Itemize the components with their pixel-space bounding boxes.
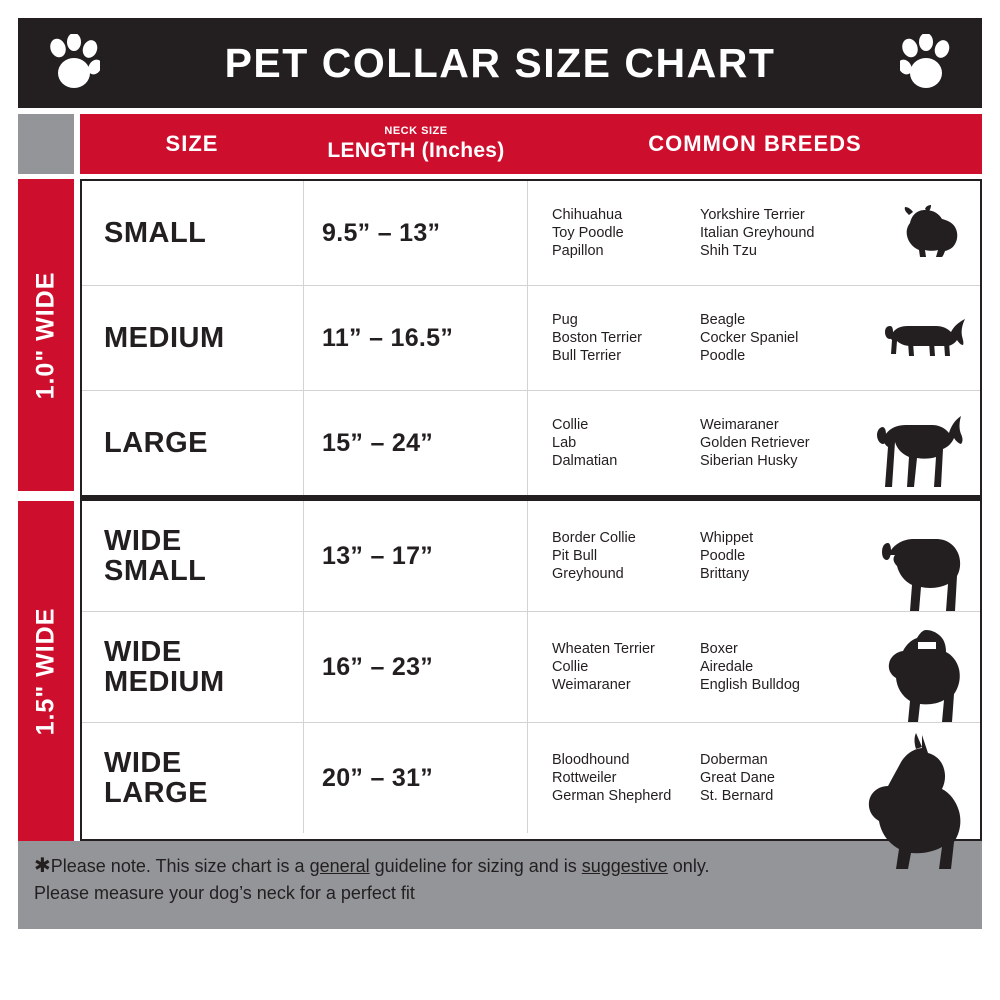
row-size-wide-small bbox=[82, 501, 304, 611]
paw-print-icon bbox=[48, 34, 100, 92]
paw-print-icon bbox=[900, 34, 952, 92]
footer-line-1 bbox=[34, 853, 966, 880]
row-size-medium: MEDIUM bbox=[82, 286, 304, 390]
breed-item: Boxer bbox=[700, 641, 738, 657]
table-row bbox=[82, 501, 980, 612]
breed-item: Bull Terrier bbox=[552, 348, 622, 364]
breed-item: English Bulldog bbox=[700, 677, 800, 693]
breed-item: Wheaten Terrier bbox=[552, 641, 655, 657]
breed-item: Collie bbox=[552, 659, 589, 675]
breed-item: Border Collie bbox=[552, 530, 636, 546]
breed-item: Italian Greyhound bbox=[700, 225, 815, 241]
row-size-wide-medium bbox=[82, 612, 304, 722]
great-dane-silhouette bbox=[838, 733, 978, 871]
breed-item: Poodle bbox=[700, 348, 746, 364]
breed-column-2 bbox=[700, 529, 753, 583]
row-size-small: SMALL bbox=[82, 181, 304, 285]
row-length-wide-medium: 16” – 23” bbox=[304, 612, 528, 722]
beagle-silhouette bbox=[884, 312, 970, 374]
breed-item: German Shepherd bbox=[552, 788, 672, 804]
row-breeds-wide-small bbox=[528, 501, 980, 611]
retriever-silhouette bbox=[874, 407, 974, 491]
chart-frame bbox=[18, 18, 982, 982]
row-breeds-small bbox=[528, 181, 980, 285]
breed-item: Siberian Husky bbox=[700, 453, 798, 469]
width-group-1-0-wide bbox=[18, 179, 74, 491]
breed-item: Bloodhound bbox=[552, 752, 630, 768]
pomeranian-silhouette bbox=[892, 205, 964, 267]
boxer-silhouette bbox=[874, 626, 970, 722]
breed-item: Weimaraner bbox=[700, 417, 779, 433]
breed-column-1 bbox=[552, 416, 700, 470]
row-length-large: 15” – 24” bbox=[304, 391, 528, 495]
breed-item: Lab bbox=[552, 435, 577, 451]
row-breeds-medium bbox=[528, 286, 980, 390]
table-body bbox=[18, 179, 982, 841]
table-row bbox=[82, 286, 980, 391]
breed-item: Pit Bull bbox=[552, 548, 598, 564]
breed-column-1 bbox=[552, 206, 700, 260]
corner-spacer bbox=[18, 114, 74, 174]
chart-header bbox=[18, 18, 982, 108]
table-row bbox=[82, 723, 980, 833]
breed-item: Pug bbox=[552, 312, 578, 328]
breed-item: Collie bbox=[552, 417, 589, 433]
row-length-wide-large: 20” – 31” bbox=[304, 723, 528, 833]
row-length-wide-small: 13” – 17” bbox=[304, 501, 528, 611]
footer-emphasis-general: general bbox=[309, 856, 370, 876]
breed-item: Rottweiler bbox=[552, 770, 617, 786]
breed-item: Chihuahua bbox=[552, 207, 623, 223]
row-size-large: LARGE bbox=[82, 391, 304, 495]
breed-item: Brittany bbox=[700, 566, 750, 582]
width-group-column bbox=[18, 179, 74, 841]
row-length-small: 9.5” – 13” bbox=[304, 181, 528, 285]
column-header-neck-size: NECK SIZE bbox=[384, 124, 448, 137]
breed-item: Boston Terrier bbox=[552, 330, 642, 346]
footer-text-e: only. bbox=[667, 856, 710, 876]
row-length-medium: 11” – 16.5” bbox=[304, 286, 528, 390]
breed-column-2 bbox=[700, 751, 775, 805]
width-group-1-5-label: 1.5" WIDE bbox=[31, 607, 60, 735]
breed-item: Shih Tzu bbox=[700, 243, 757, 259]
breed-column-1 bbox=[552, 640, 700, 694]
row-size-line2: SMALL bbox=[104, 555, 207, 587]
row-size-line2: LARGE bbox=[104, 777, 208, 809]
row-size-line1: WIDE bbox=[104, 635, 182, 668]
table-column-headers bbox=[18, 114, 982, 174]
footer-text-c: guideline for sizing and is bbox=[369, 856, 582, 876]
asterisk-icon: ✱ bbox=[34, 855, 51, 877]
breed-column-2 bbox=[700, 640, 800, 694]
table-row bbox=[82, 391, 980, 501]
width-group-1-5-wide bbox=[18, 501, 74, 841]
row-size-line2: MEDIUM bbox=[104, 666, 225, 698]
bulldog-silhouette bbox=[874, 529, 966, 611]
breed-item: Toy Poodle bbox=[552, 225, 624, 241]
breed-item: Whippet bbox=[700, 530, 754, 546]
footer-text-a: Please note. This size chart is a bbox=[50, 856, 310, 876]
breed-item: Great Dane bbox=[700, 770, 775, 786]
size-rows bbox=[80, 179, 982, 841]
row-breeds-wide-medium bbox=[528, 612, 980, 722]
table-row bbox=[82, 612, 980, 723]
row-size-line1: WIDE bbox=[104, 524, 182, 557]
breed-item: Poodle bbox=[700, 548, 746, 564]
breed-column-2 bbox=[700, 311, 798, 365]
footer-emphasis-suggestive: suggestive bbox=[581, 856, 668, 876]
group-divider bbox=[18, 491, 74, 501]
row-breeds-wide-large bbox=[528, 723, 980, 833]
row-breeds-large bbox=[528, 391, 980, 495]
breed-item: Golden Retriever bbox=[700, 435, 810, 451]
breed-column-1 bbox=[552, 311, 700, 365]
row-size-wide-large bbox=[82, 723, 304, 833]
breed-column-2 bbox=[700, 206, 814, 260]
breed-item: Weimaraner bbox=[552, 677, 631, 693]
breed-item: Yorkshire Terrier bbox=[700, 207, 805, 223]
breed-item: Beagle bbox=[700, 312, 746, 328]
breed-item: Dalmatian bbox=[552, 453, 618, 469]
footer-line-2: Please measure your dog’s neck for a perfect fit bbox=[34, 883, 415, 903]
breed-item: St. Bernard bbox=[700, 788, 774, 804]
width-group-1-0-label: 1.0" WIDE bbox=[31, 271, 60, 399]
column-header-breeds: COMMON BREEDS bbox=[528, 114, 982, 174]
column-header-size: SIZE bbox=[80, 114, 304, 174]
breed-item: Papillon bbox=[552, 243, 604, 259]
page-title: PET COLLAR SIZE CHART bbox=[224, 39, 776, 86]
breed-column-1 bbox=[552, 529, 700, 583]
breed-item: Doberman bbox=[700, 752, 768, 768]
breed-item: Cocker Spaniel bbox=[700, 330, 799, 346]
column-header-length bbox=[304, 114, 528, 174]
breed-column-2 bbox=[700, 416, 810, 470]
table-row bbox=[82, 181, 980, 286]
breed-item: Airedale bbox=[700, 659, 754, 675]
column-header-length-label: LENGTH (Inches) bbox=[327, 138, 505, 162]
breed-column-1 bbox=[552, 751, 700, 805]
row-size-line1: WIDE bbox=[104, 746, 182, 779]
breed-item: Greyhound bbox=[552, 566, 624, 582]
